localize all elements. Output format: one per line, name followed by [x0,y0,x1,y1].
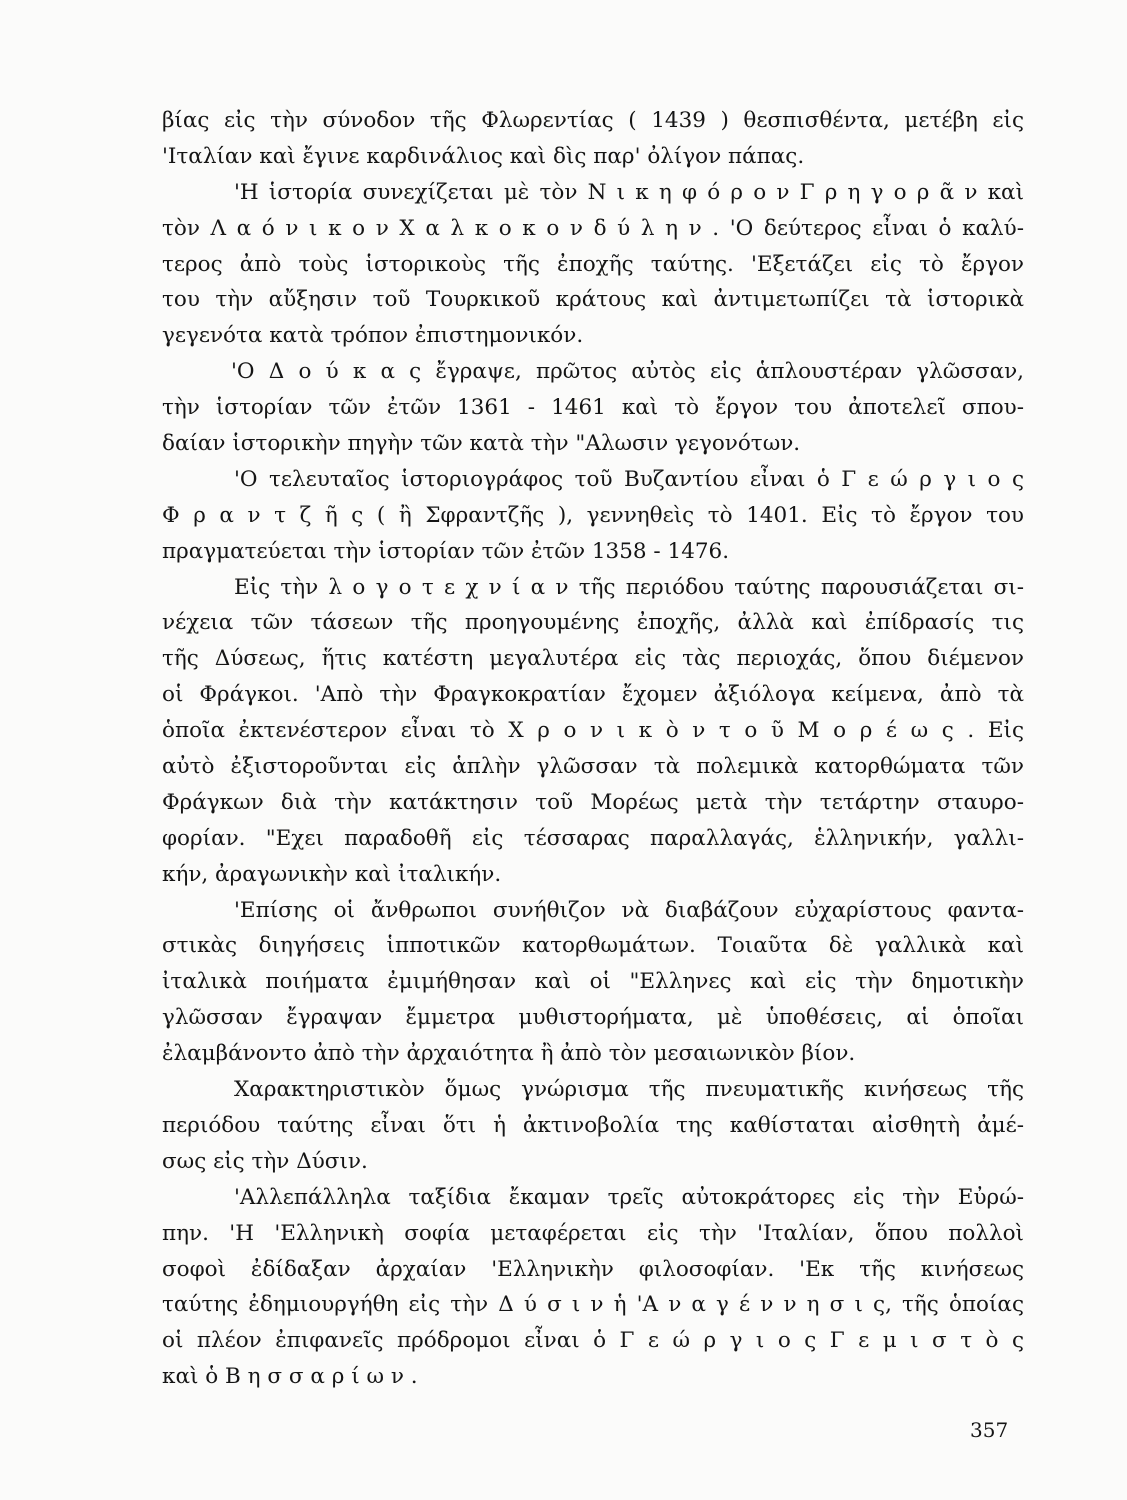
text-line: οἱ Φράγκοι. 'Απὸ τὴν Φραγκοκρατίαν ἔχομεν ἀξιόλογα κείμενα, ἀπὸ τὰ [162,682,1024,708]
text-line: 'Η ἱστορία συνεχίζεται μὲ τὸν Ν ι κ η φ ό ρ ο ν Γ ρ η γ ο ρ ᾶ ν καὶ [234,179,1024,205]
text-line: περιόδου ταύτης εἶναι ὅτι ἡ ἀκτινοβολία της καθίσταται αἰσθητὴ ἀμέ- [162,1112,1024,1138]
text-line: 'Ο Δ ο ύ κ α ς ἔγραψε, πρῶτος αὐτὸς εἰς ἁπλουστέραν γλῶσσαν, [231,359,1024,385]
text-line: 'Αλλεπάλληλα ταξίδια ἔκαμαν τρεῖς αὐτοκράτορες εἰς τὴν Εὐρώ- [234,1184,1024,1210]
text-line: ὁποῖα ἐκτενέστερον εἶναι τὸ Χ ρ ο ν ι κ ὸ ν τ ο ῦ Μ ο ρ έ ω ς . Εἰς [162,718,1024,744]
text-line: σως εἰς τὴν Δύσιν. [162,1148,368,1174]
text-line: του τὴν αὔξησιν τοῦ Τουρκικοῦ κράτους καὶ ἀντιμετωπίζει τὰ ἱστορικὰ [162,287,1024,313]
text-line: βίας εἰς τὴν σύνοδον τῆς Φλωρεντίας ( 1439 ) θεσπισθέντα, μετέβη εἰς [162,108,1024,133]
page-number: 357 [970,1418,1009,1442]
text-line: ἰταλικὰ ποιήματα ἐμιμήθησαν καὶ οἱ "Ελληνες καὶ εἰς τὴν δημοτικὴν [162,969,1024,995]
text-line: γλῶσσαν ἔγραψαν ἔμμετρα μυθιστορήματα, μὲ ὑποθέσεις, αἱ ὁποῖαι [162,1005,1024,1031]
text-line: τὴν ἱστορίαν τῶν ἐτῶν 1361 - 1461 καὶ τὸ ἔργον του ἀποτελεῖ σπου- [162,395,1024,421]
text-line: πραγματεύεται τὴν ἱστορίαν τῶν ἐτῶν 1358 - 1476. [162,538,730,564]
text-line: κήν, ἀραγωνικὴν καὶ ἰταλικήν. [162,861,502,887]
text-line: Φ ρ α ν τ ζ ῆ ς ( ἢ Σφραντζῆς ), γεννηθεὶς τὸ 1401. Εἰς τὸ ἔργον του [162,502,1024,528]
text-line: πην. 'Η 'Ελληνικὴ σοφία μεταφέρεται εἰς τὴν 'Ιταλίαν, ὅπου πολλοὶ [162,1220,1024,1246]
text-line: 'Επίσης οἱ ἄνθρωποι συνήθιζον νὰ διαβάζουν εὐχαρίστους φαντα- [234,897,1024,923]
body-text [162,103,1024,1395]
text-line: ἐλαμβάνοντο ἀπὸ τὴν ἀρχαιότητα ἢ ἀπὸ τὸν μεσαιωνικὸν βίον. [162,1041,856,1067]
text-line: σοφοὶ ἐδίδαξαν ἀρχαίαν 'Ελληνικὴν φιλοσοφίαν. 'Εκ τῆς κινήσεως [162,1256,1024,1282]
text-line: οἱ πλέον ἐπιφανεῖς πρόδρομοι εἶναι ὁ Γ ε ώ ρ γ ι ο ς Γ ε μ ι σ τ ὸ ς [162,1328,1024,1354]
text-line: καὶ ὁ Β η σ σ α ρ ί ω ν . [162,1364,418,1390]
text-line: αὐτὸ ἐξιστοροῦνται εἰς ἁπλὴν γλῶσσαν τὰ πολεμικὰ κατορθώματα τῶν [162,754,1024,780]
text-line: δαίαν ἱστορικὴν πηγὴν τῶν κατὰ τὴν "Αλωσιν γεγονότων. [162,431,801,457]
text-line: τὸν Λ α ό ν ι κ ο ν Χ α λ κ ο κ ο ν δ ύ λ η ν . 'Ο δεύτερος εἶναι ὁ καλύ- [162,215,1024,241]
text-line: στικὰς διηγήσεις ἱπποτικῶν κατορθωμάτων. Τοιαῦτα δὲ γαλλικὰ καὶ [162,933,1024,959]
text-line: Εἰς τὴν λ ο γ ο τ ε χ ν ί α ν τῆς περιόδου ταύτης παρουσιάζεται σι- [234,574,1024,600]
text-line: νέχεια τῶν τάσεων τῆς προηγουμένης ἐποχῆς, ἀλλὰ καὶ ἐπίδρασίς τις [162,610,1024,636]
text-line: Φράγκων διὰ τὴν κατάκτησιν τοῦ Μορέως μετὰ τὴν τετάρτην σταυρο- [162,789,1024,815]
text-line: 'Ιταλίαν καὶ ἔγινε καρδινάλιος καὶ δὶς παρ' ὀλίγον πάπας. [162,143,805,169]
text-line: Χαρακτηριστικὸν ὅμως γνώρισμα τῆς πνευματικῆς κινήσεως τῆς [234,1077,1024,1103]
text-line: φορίαν. "Εχει παραδοθῆ εἰς τέσσαρας παραλλαγάς, ἑλληνικήν, γαλλι- [162,825,1024,851]
text-line: ταύτης ἐδημιουργήθη εἰς τὴν Δ ύ σ ι ν ἡ 'Α ν α γ έ ν ν η σ ι ς, τῆς ὁποίας [162,1292,1024,1318]
text-line: 'Ο τελευταῖος ἱστοριογράφος τοῦ Βυζαντίου εἶναι ὁ Γ ε ώ ρ γ ι ο ς [234,466,1024,492]
text-line: τερος ἀπὸ τοὺς ἱστορικοὺς τῆς ἐποχῆς ταύτης. 'Εξετάζει εἰς τὸ ἔργον [162,251,1024,277]
text-line: τῆς Δύσεως, ἥτις κατέστη μεγαλυτέρα εἰς τὰς περιοχάς, ὅπου διέμενον [162,646,1024,672]
text-line: γεγενότα κατὰ τρόπον ἐπιστημονικόν. [162,323,584,349]
